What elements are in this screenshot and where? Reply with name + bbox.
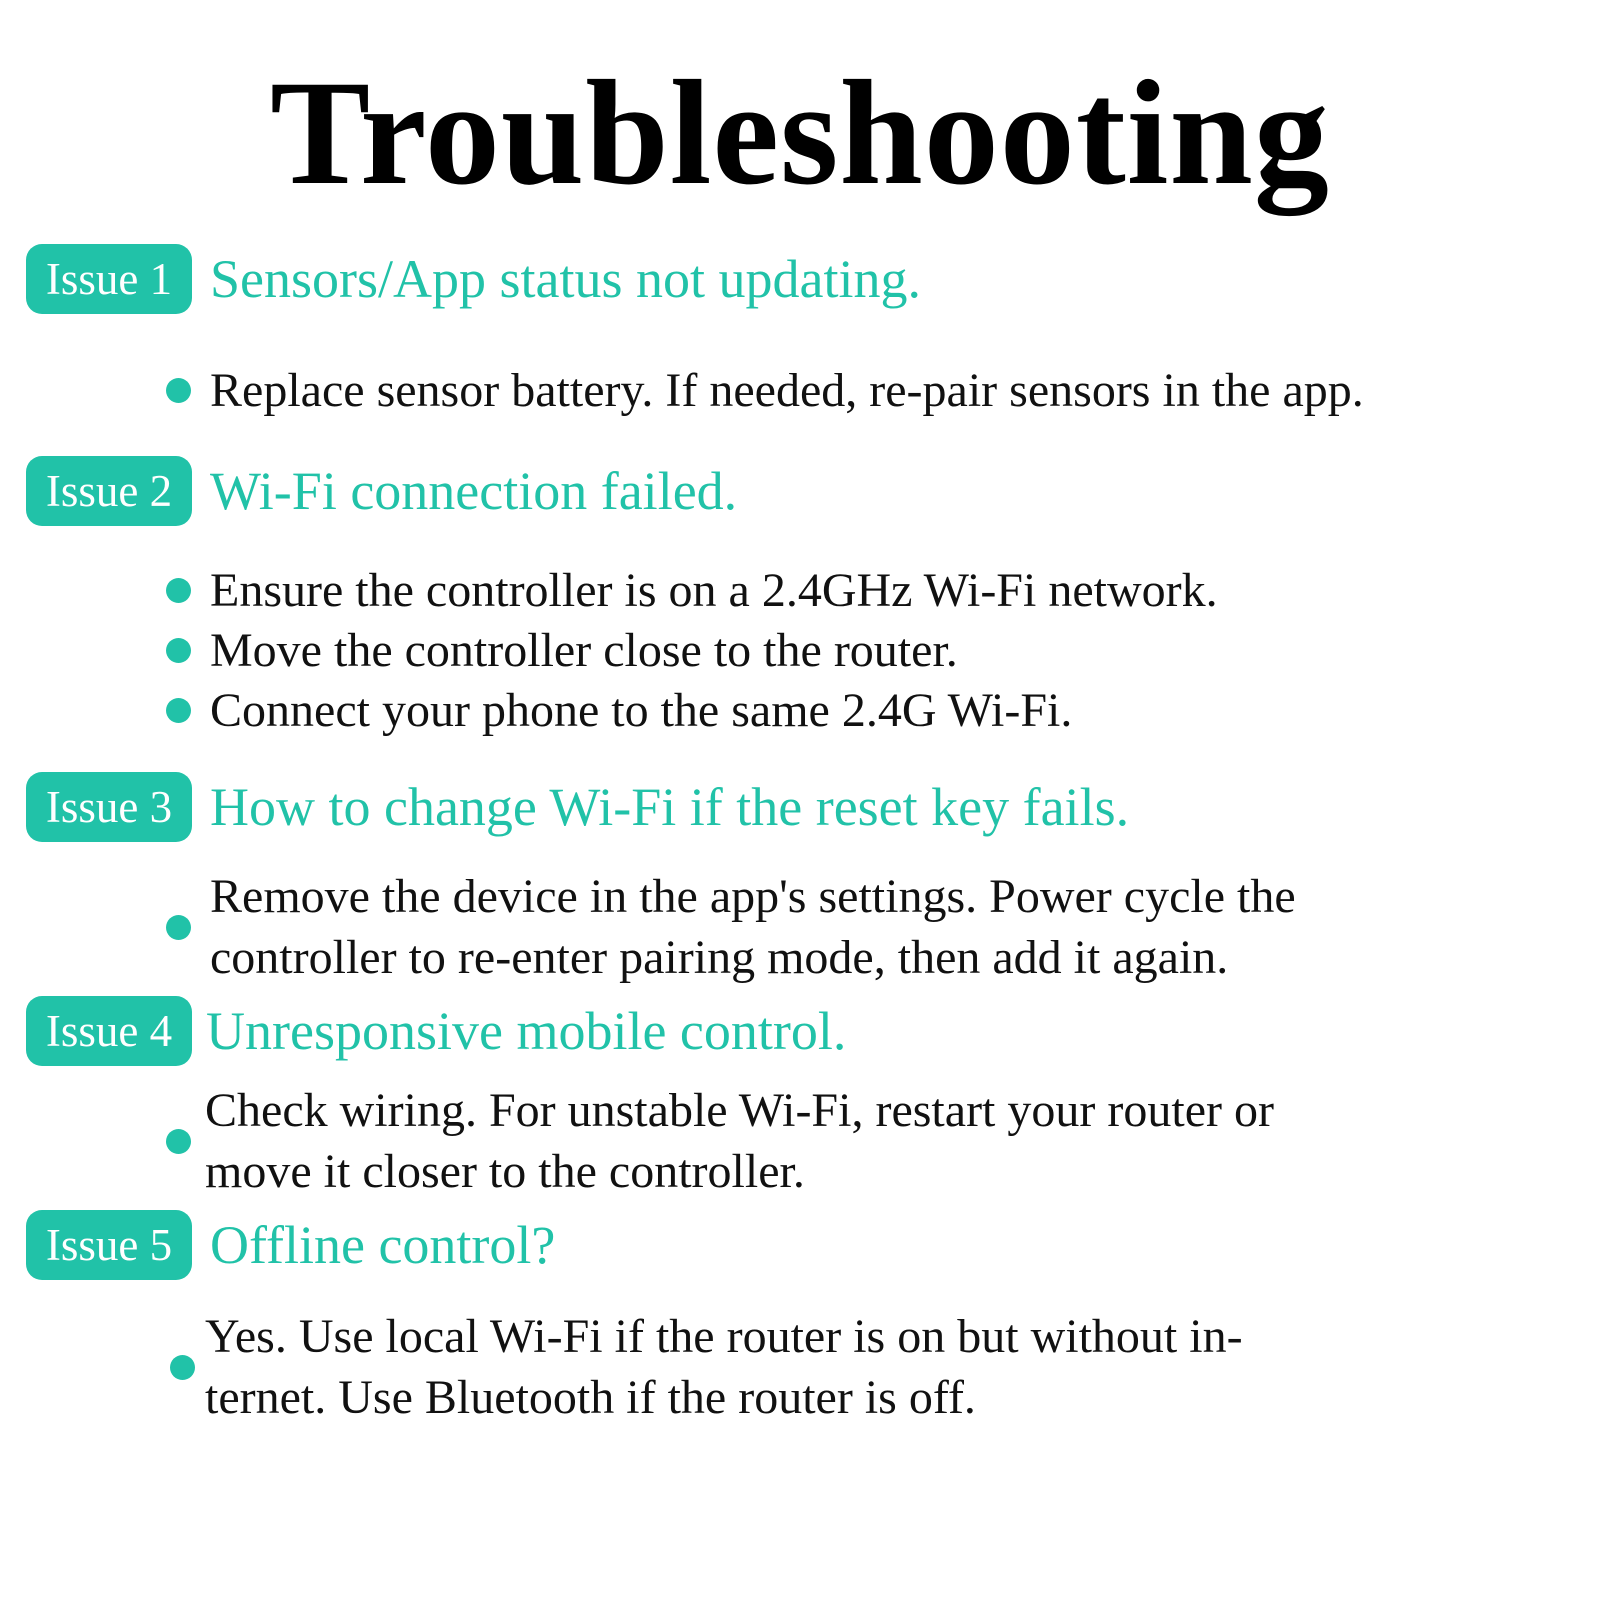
bullet-dot-icon	[170, 1355, 195, 1380]
issue-title: Sensors/App status not updating.	[210, 249, 921, 309]
bullet-text-line: move it closer to the controller.	[205, 1145, 805, 1198]
bullet-text-line: Remove the device in the app's settings. Power cycle the	[210, 870, 1296, 923]
bullet-text	[205, 1306, 1243, 1428]
issue-badge: Issue 3	[26, 772, 192, 842]
bullet-item	[170, 1306, 1243, 1428]
issue-header-5	[26, 1210, 555, 1280]
issue-badge: Issue 2	[26, 456, 192, 526]
bullet-item	[166, 560, 1218, 621]
bullet-dot-icon	[166, 578, 191, 603]
bullet-text	[210, 866, 1296, 988]
bullet-text-line: Check wiring. For unstable Wi-Fi, restart your router or	[205, 1084, 1274, 1137]
issue-header-1	[26, 244, 921, 314]
issue-title: Wi-Fi connection failed.	[210, 461, 738, 521]
bullet-dot-icon	[166, 378, 191, 403]
page-title: Troubleshooting	[270, 50, 1330, 216]
issue-badge: Issue 4	[26, 996, 192, 1066]
issue-header-3	[26, 772, 1129, 842]
issue-title: Unresponsive mobile control.	[206, 1001, 847, 1061]
issue-badge: Issue 5	[26, 1210, 192, 1280]
bullet-dot-icon	[166, 1129, 191, 1154]
bullet-text-line: controller to re-enter pairing mode, then add it again.	[210, 931, 1229, 984]
issue-badge: Issue 1	[26, 244, 192, 314]
issue-title: Offline control?	[210, 1215, 556, 1275]
bullet-text-line: Yes. Use local Wi-Fi if the router is on but without in-	[205, 1310, 1243, 1363]
bullet-item	[166, 620, 958, 681]
bullet-item	[166, 680, 1072, 741]
bullet-text: Move the controller close to the router.	[210, 624, 958, 677]
issue-header-4	[26, 996, 846, 1066]
bullet-text: Connect your phone to the same 2.4G Wi-Fi.	[210, 684, 1073, 737]
bullet-dot-icon	[166, 638, 191, 663]
bullet-text: Replace sensor battery. If needed, re-pair sensors in the app.	[210, 364, 1364, 417]
bullet-text	[205, 1080, 1274, 1202]
issue-header-2	[26, 456, 737, 526]
bullet-item	[166, 360, 1364, 421]
issue-title: How to change Wi-Fi if the reset key fails.	[210, 777, 1130, 837]
bullet-dot-icon	[166, 915, 191, 940]
bullet-text: Ensure the controller is on a 2.4GHz Wi-Fi network.	[210, 564, 1218, 617]
bullet-item	[166, 1080, 1274, 1202]
bullet-dot-icon	[166, 698, 191, 723]
bullet-text-line: ternet. Use Bluetooth if the router is off.	[205, 1371, 976, 1424]
bullet-item	[166, 866, 1296, 988]
